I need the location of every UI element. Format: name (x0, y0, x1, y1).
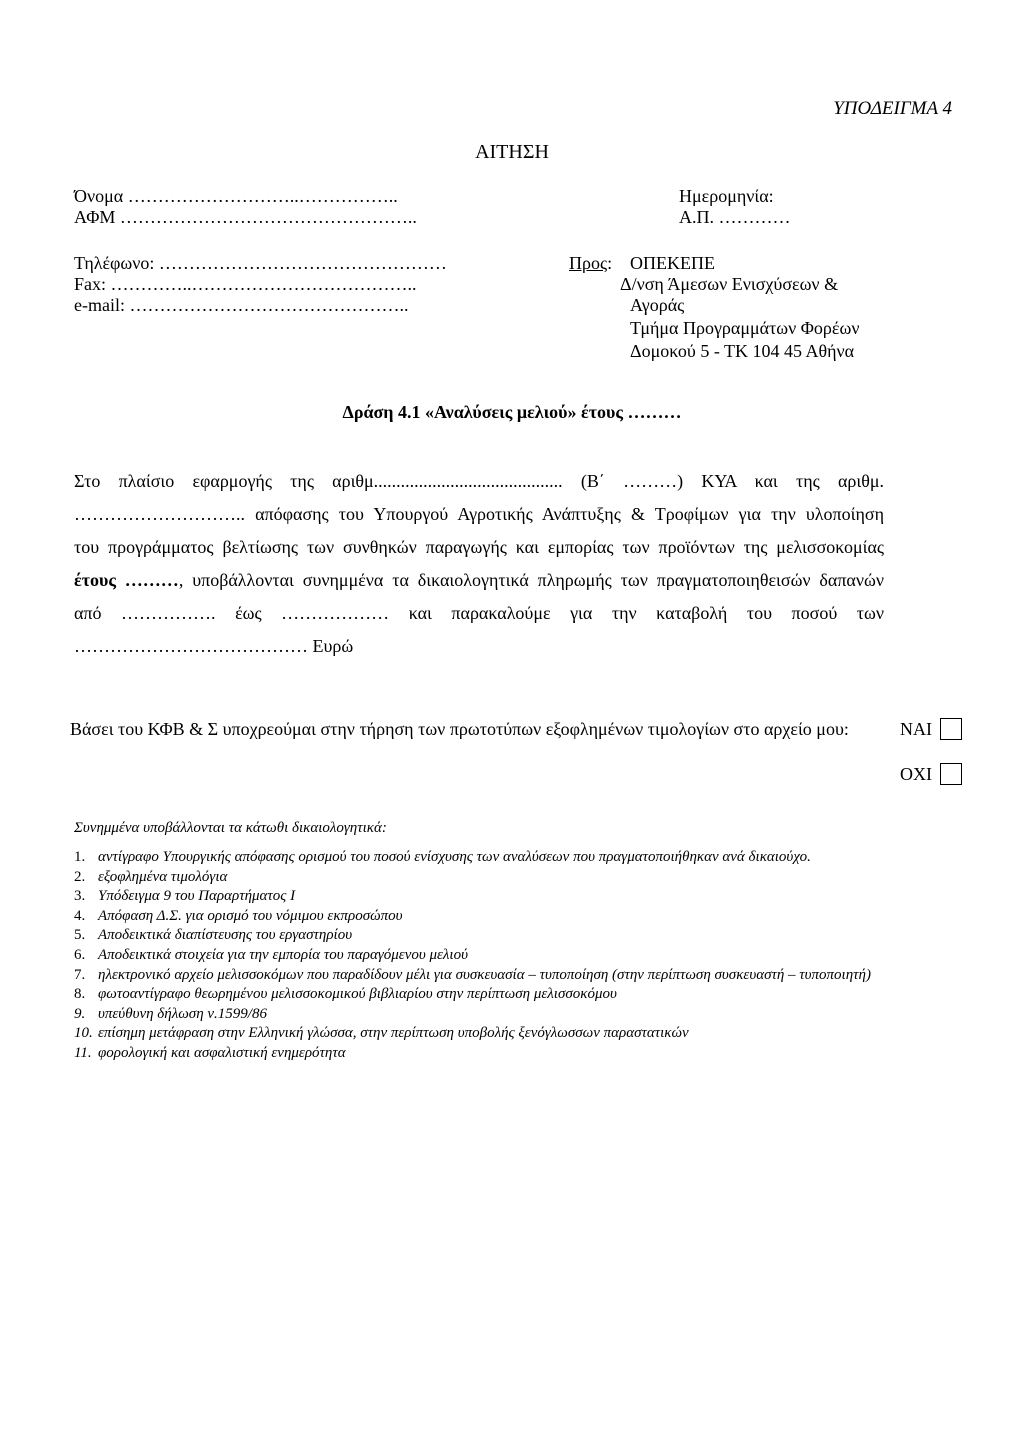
list-item: 9. υπεύθυνη δήλωση ν.1599/86 (74, 1005, 267, 1022)
declaration-text: Βάσει του ΚΦΒ & Σ υποχρεούμαι στην τήρηση των πρωτοτύπων εξοφλημένων τιμολογίων στο αρχείο μου: (70, 719, 849, 739)
no-checkbox[interactable] (940, 763, 962, 785)
body-line: Στο πλαίσιο εφαρμογής της αριθμ.......................................... (Β΄ ………) ΚΥΑ και της αριθμ. (74, 471, 884, 491)
list-item: 5. Αποδεικτικά διαπίστευσης του εργαστηρίου (74, 927, 353, 944)
phone-field[interactable]: Τηλέφωνο: ………………………………………… (74, 253, 447, 273)
list-item: 2. εξοφλημένα τιμολόγια (74, 868, 228, 885)
list-item: 10. επίσημη μετάφραση στην Ελληνική γλώσσα, στην περίπτωση υποβολής ξενόγλωσσων παραστατικών (74, 1025, 689, 1042)
fax-field[interactable]: Fax: …………..……………………………….. (74, 274, 417, 294)
name-field[interactable]: Όνομα ………………………..…………….. (74, 186, 398, 206)
no-label: ΟΧΙ (900, 764, 932, 784)
body-line: από ……………. έως ……………… και παρακαλούμε για την καταβολή του ποσού των (74, 603, 884, 623)
date-field[interactable]: Ημερομηνία: (679, 186, 774, 206)
recipient-line: Δομοκού 5 - ΤΚ 104 45 Αθήνα (630, 341, 855, 361)
body-line: ……………………….. απόφασης του Υπουργού Αγροτικής Ανάπτυξης & Τροφίμων για την υλοποίηση (74, 504, 884, 524)
protocol-field[interactable]: Α.Π. ………… (679, 207, 791, 227)
document-title: ΑΙΤΗΣΗ (475, 141, 549, 163)
year-field: έτους ……… (74, 570, 179, 590)
body-line: του προγράμματος βελτίωσης των συνθηκών παραγωγής και εμπορίας των προϊόντων της μελισσοκομίας (74, 537, 884, 557)
recipient-line: Αγοράς (630, 295, 685, 315)
email-field[interactable]: e-mail: ……………………………………….. (74, 295, 409, 315)
list-item: 3. Υπόδειγμα 9 του Παραρτήματος Ι (74, 888, 296, 905)
action-title: Δράση 4.1 «Αναλύσεις μελιού» έτους ……… (342, 402, 682, 422)
list-item: 8. φωτοαντίγραφο θεωρημένου μελισσοκομικού βιβλιαρίου στην περίπτωση μελισσοκόμου (74, 986, 617, 1003)
list-item: 1. αντίγραφο Υπουργικής απόφασης ορισμού του ποσού ενίσχυσης των αναλύσεων που πραγματοποιήθηκαν ανά δικαιούχο. (74, 849, 811, 865)
recipient-line: Δ/νση Άμεσων Ενισχύσεων & (620, 274, 839, 294)
attachments-title: Συνημμένα υποβάλλονται τα κάτωθι δικαιολογητικά: (74, 820, 387, 836)
yes-label: ΝΑΙ (900, 719, 932, 739)
recipient-line: Τμήμα Προγραμμάτων Φορέων (630, 318, 860, 338)
list-item: 4. Απόφαση Δ.Σ. για ορισμό του νόμιμου εκπροσώπου (74, 907, 403, 924)
list-item: 6. Αποδεικτικά στοιχεία για την εμπορία του παραγόμενου μελιού (74, 946, 468, 963)
attachments-list (74, 848, 874, 1064)
recipient-label: Προς: (569, 253, 613, 273)
body-line: έτους ………, υποβάλλονται συνημμένα τα δικαιολογητικά πληρωμής των πραγματοποιηθεισών δαπανών (74, 570, 884, 590)
recipient-line: ΟΠΕΚΕΠΕ (630, 253, 715, 273)
list-item: 7. ηλεκτρονικό αρχείο μελισσοκόμων που παραδίδουν μέλι για συσκευασία – τυποποίηση (στην περίπτωση συσκευαστή – τυποποιητή) (74, 966, 871, 983)
sample-label: ΥΠΟΔΕΙΓΜΑ 4 (833, 98, 952, 119)
list-item: 11. φορολογική και ασφαλιστική ενημερότητα (74, 1044, 346, 1061)
yes-checkbox[interactable] (940, 718, 962, 740)
afm-field[interactable]: ΑΦΜ ………………………………………….. (74, 207, 417, 227)
body-line: ………………………………… Ευρώ (74, 636, 354, 656)
